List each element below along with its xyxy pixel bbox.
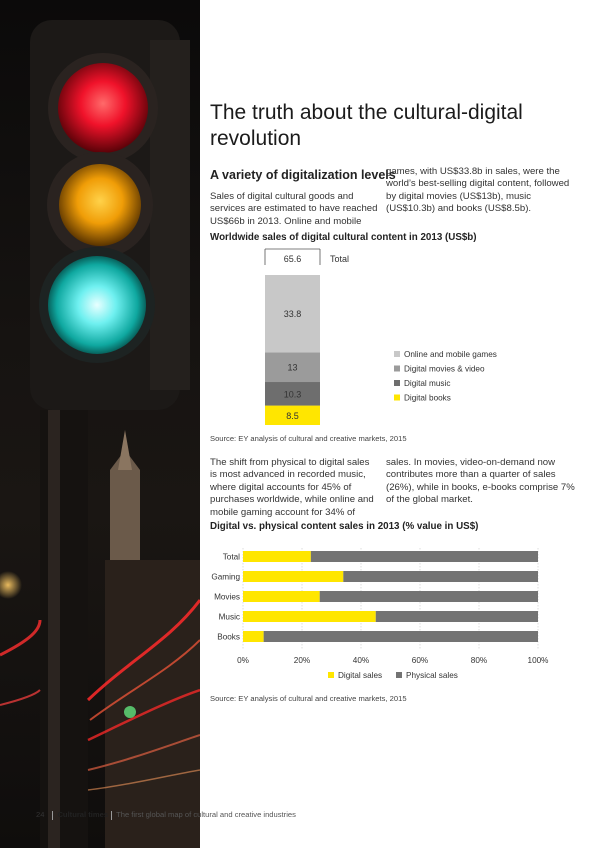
category-label: Books bbox=[217, 632, 240, 642]
category-label: Movies bbox=[214, 592, 240, 602]
bar-total-digital-sales bbox=[243, 551, 311, 562]
bar-music-physical-sales bbox=[376, 611, 538, 622]
footer-divider-2 bbox=[111, 811, 112, 820]
chart-title-worldwide-sales: Worldwide sales of digital cultural content in 2013 (US$b) bbox=[210, 232, 477, 243]
bar-gaming-digital-sales bbox=[243, 571, 343, 582]
bar-movies-digital-sales bbox=[243, 591, 320, 602]
legend-swatch bbox=[394, 366, 400, 372]
total-value-label: 65.6 bbox=[283, 254, 302, 264]
traffic-light-photo bbox=[0, 0, 200, 848]
shift-paragraph-col1: The shift from physical to digital sales is most advanced in recorded music, where digital accounts for 45% of purchases worldwide, while online and mobile gaming account for 34% of bbox=[210, 457, 374, 518]
x-tick-label: 20% bbox=[293, 656, 311, 665]
bar-gaming-physical-sales bbox=[343, 571, 538, 582]
bar-total-physical-sales bbox=[311, 551, 538, 562]
x-tick-label: 60% bbox=[411, 656, 429, 665]
total-label: Total bbox=[330, 254, 350, 264]
legend-label: Digital music bbox=[404, 379, 451, 388]
legend-label: Online and mobile games bbox=[404, 350, 497, 359]
category-label: Music bbox=[218, 612, 240, 622]
category-label: Gaming bbox=[211, 572, 240, 582]
publication-subtitle: The first global map of cultural and creative industries bbox=[116, 810, 296, 819]
page-footer bbox=[36, 810, 296, 820]
legend-label: Digital sales bbox=[338, 671, 383, 680]
legend-swatch bbox=[328, 672, 334, 678]
legend-swatch bbox=[394, 380, 400, 386]
intro-paragraph-col1: Sales of digital cultural goods and services are estimated to have reached US$66b in 2013. Online and mobile bbox=[210, 191, 378, 227]
page-title: The truth about the cultural-digital revolution bbox=[210, 101, 523, 150]
section-heading: A variety of digitalization levels bbox=[210, 168, 396, 182]
stack-value-label: 10.3 bbox=[283, 389, 302, 400]
legend-label: Physical sales bbox=[406, 671, 458, 680]
chart2-source: Source: EY analysis of cultural and creative markets, 2015 bbox=[210, 694, 407, 703]
legend-label: Digital movies & video bbox=[404, 364, 485, 374]
stack-value-label: 8.5 bbox=[286, 410, 299, 421]
footer-divider bbox=[52, 811, 53, 820]
page-number: 24 bbox=[36, 810, 45, 819]
publication-name: Cultural times bbox=[57, 810, 109, 819]
legend-swatch bbox=[394, 395, 400, 401]
chart1-source: Source: EY analysis of cultural and creative markets, 2015 bbox=[210, 434, 407, 443]
stack-value-label: 13 bbox=[287, 362, 298, 373]
legend-swatch bbox=[396, 672, 402, 678]
chart-title-digital-vs-physical: Digital vs. physical content sales in 2013 (% value in US$) bbox=[210, 521, 479, 532]
bar-movies-physical-sales bbox=[320, 591, 538, 602]
category-label: Total bbox=[222, 552, 240, 562]
x-tick-label: 80% bbox=[470, 656, 488, 665]
bar-books-physical-sales bbox=[264, 631, 538, 642]
intro-paragraph-col2: games, with US$33.8b in sales, were the world’s best-selling digital content, followed by digital movies (US$13b), music (US$10.3b) and books (US$8.5b). bbox=[386, 166, 570, 215]
stack-value-label: 33.8 bbox=[283, 309, 302, 320]
bar-books-digital-sales bbox=[243, 631, 264, 642]
bar-music-digital-sales bbox=[243, 611, 376, 622]
x-tick-label: 100% bbox=[527, 656, 549, 665]
legend-label: Digital books bbox=[404, 393, 451, 403]
legend-swatch bbox=[394, 351, 400, 357]
shift-paragraph-col2: sales. In movies, video-on-demand now contributes more than a quarter of sales (26%), while in books, e-books comprise 7% of the global market. bbox=[386, 457, 575, 506]
x-tick-label: 40% bbox=[352, 656, 370, 665]
stacked-sales-chart bbox=[210, 245, 580, 445]
x-tick-label: 0% bbox=[237, 656, 249, 665]
digital-vs-physical-chart bbox=[200, 540, 580, 690]
